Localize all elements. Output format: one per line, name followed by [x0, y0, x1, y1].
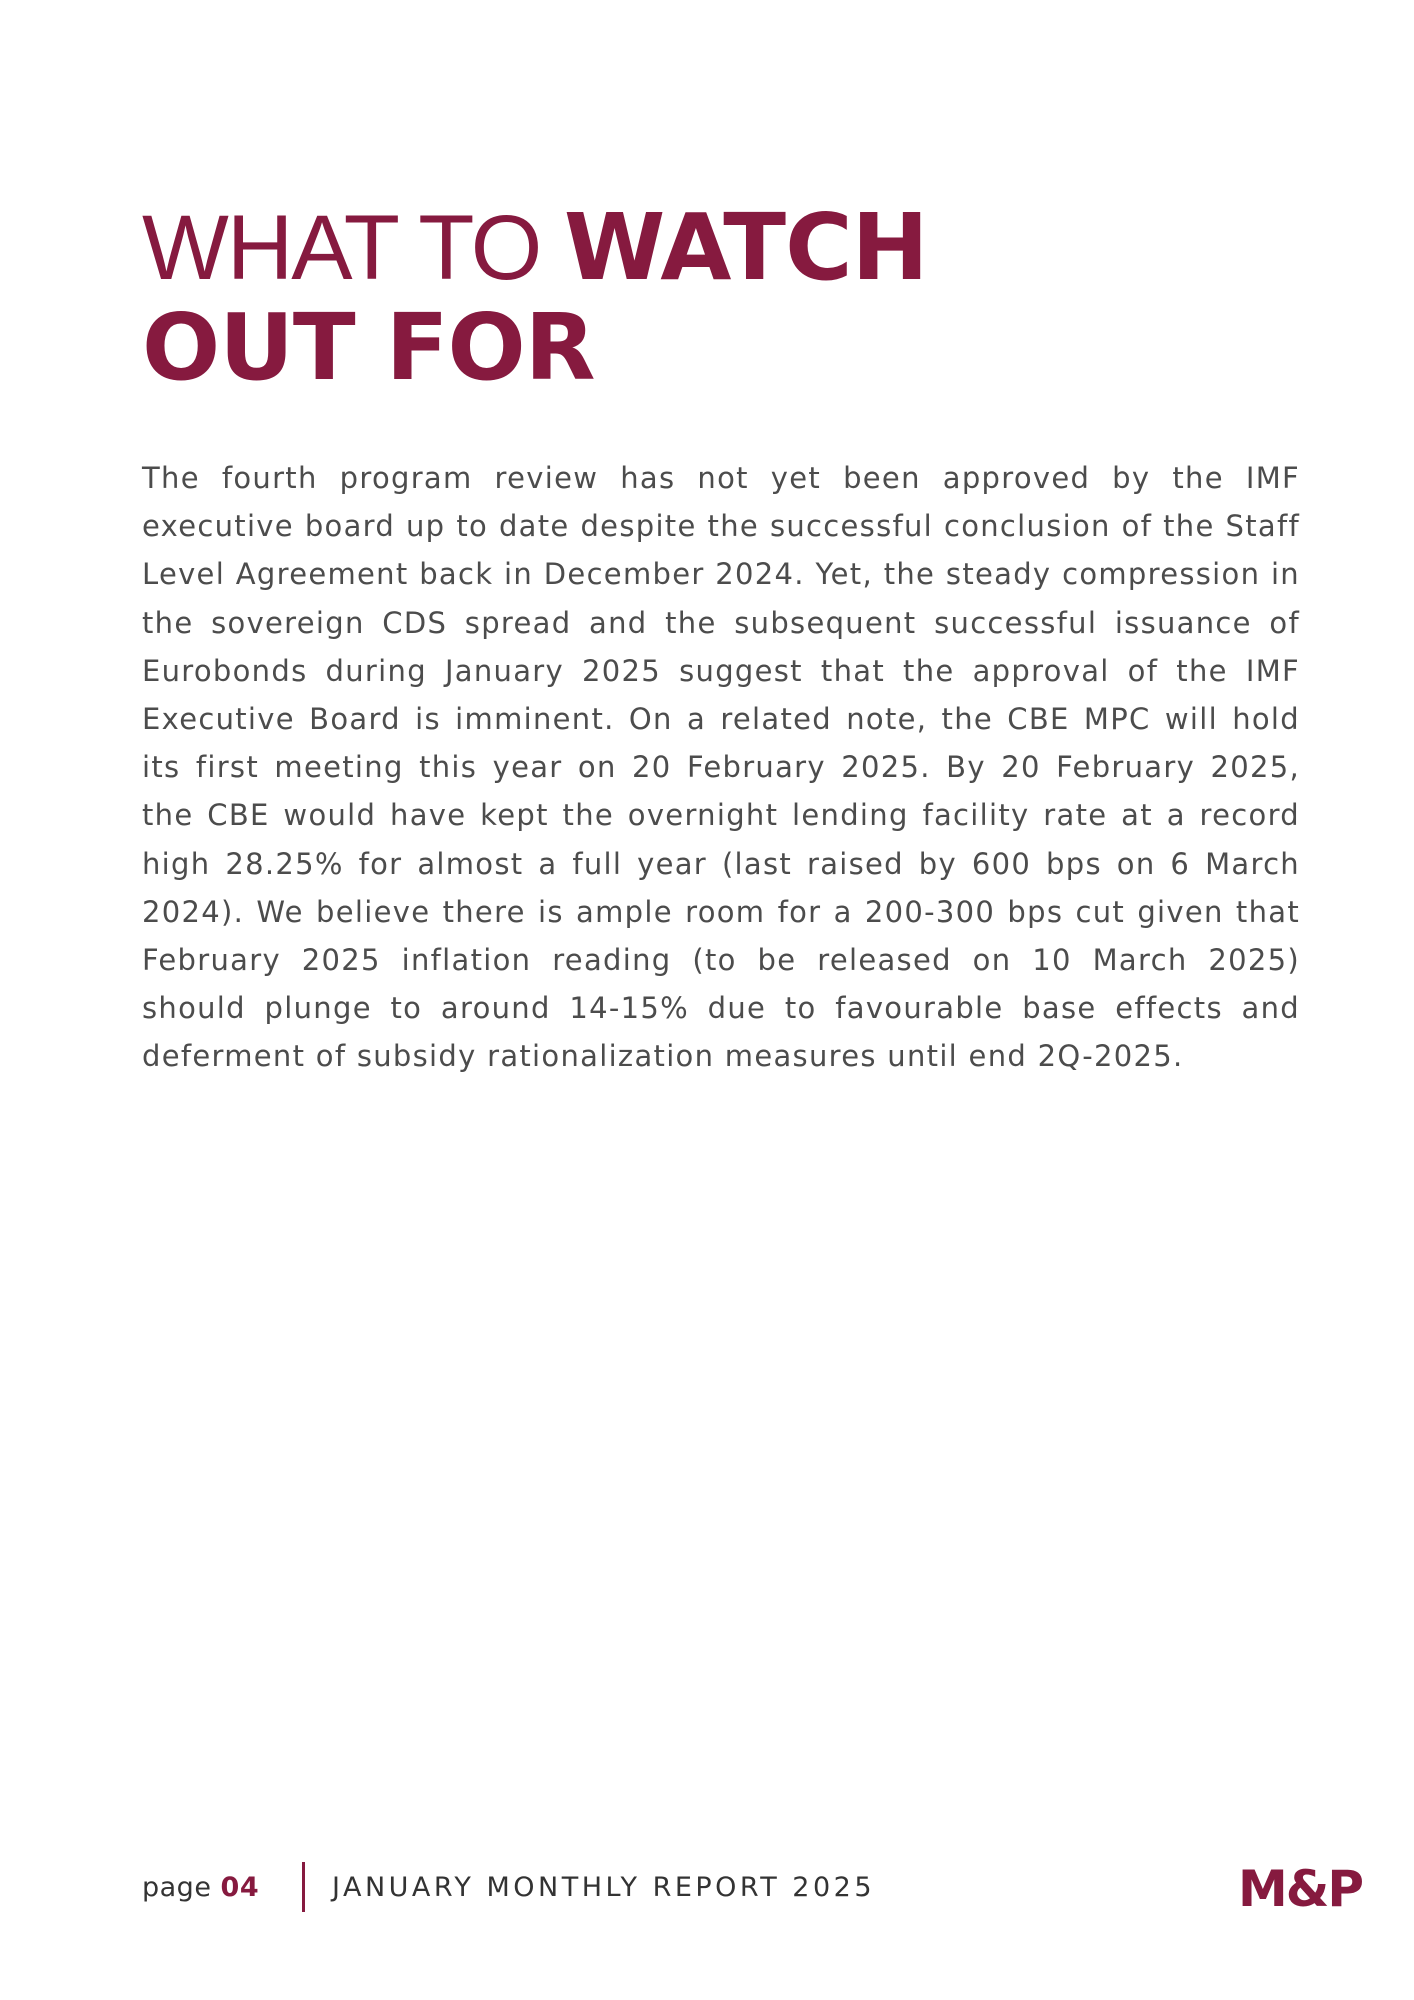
page-title-light: WHAT TO: [142, 197, 564, 299]
page-indicator: [142, 1872, 259, 1903]
report-title: JANUARY MONTHLY REPORT 2025: [332, 1872, 876, 1903]
footer-divider: [302, 1862, 305, 1912]
page-footer: [142, 1860, 1362, 1918]
page-title-bold-first: WATCH: [563, 194, 928, 301]
page-title-bold-second: OUT FOR: [142, 294, 595, 401]
company-logo: M&P: [1237, 1860, 1362, 1918]
page-number: 04: [220, 1872, 260, 1903]
body-paragraph: The fourth program review has not yet been approved by the IMF executive board up to date despite the successful conclusion of the Staff Level Agreement back in December 2024. Yet, the steady compression in the sovereign CDS spread and the subsequent successful issuance of Eurobonds during January 2025 suggest that the approval of the IMF Executive Board is imminent. On a related note, the CBE MPC will hold its first meeting this year on 20 February 2025. By 20 February 2025, the CBE would have kept the overnight lending facility rate at a record high 28.25% for almost a full year (last raised by 600 bps on 6 March 2024). We believe there is ample room for a 200-300 bps cut given that February 2025 inflation reading (to be released on 10 March 2025) should plunge to around 14-15% due to favourable base effects and deferment of subsidy rationalization measures until end 2Q-2025.: [142, 461, 1300, 1074]
page-title: [142, 194, 1292, 401]
page-prefix: page: [142, 1872, 212, 1903]
